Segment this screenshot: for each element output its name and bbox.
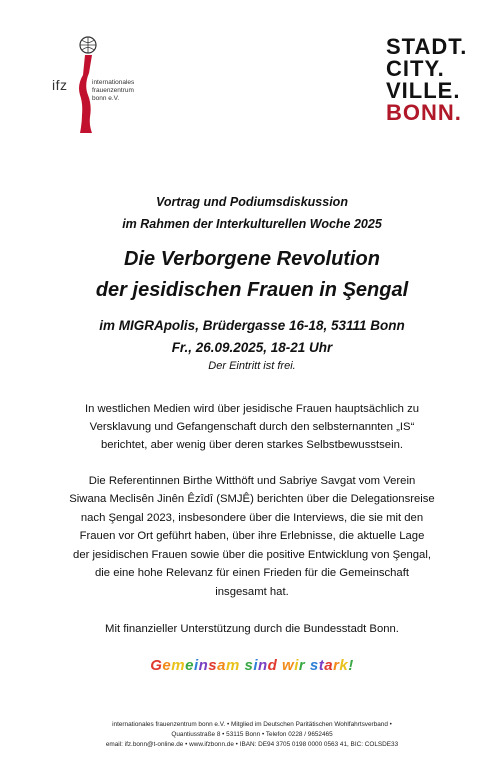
logo-line-bonn: BONN. <box>386 100 462 125</box>
footer-line-3: email: ifz.bonn@t-online.de • www.ifzbonn.de • IBAN: DE94 3705 0198 0000 0563 41, BIC: COLSDE33 <box>105 741 399 748</box>
ifz-subtitle-3: bonn e.V. <box>92 95 120 102</box>
logo-line-stadt: STADT. <box>386 34 468 59</box>
slogan-word: Gemeinsam <box>150 657 240 674</box>
logo-line-city: CITY. <box>386 56 445 81</box>
ifz-subtitle-2: frauenzentrum <box>92 87 134 94</box>
intro-line-2: im Rahmen der Interkulturellen Woche 2025 <box>122 217 382 231</box>
slogan-word: stark! <box>309 657 354 674</box>
slogan-word: sind <box>244 657 278 674</box>
stadt-bonn-logo <box>386 36 486 124</box>
ifz-letters: ifz <box>52 77 68 93</box>
intro-line-1: Vortrag und Podiumsdiskussion <box>156 195 348 209</box>
ifz-subtitle-1: internationales <box>92 79 135 86</box>
funding-note: Mit finanzieller Unterstützung durch die Bundesstadt Bonn. <box>105 623 399 635</box>
para2-line-4: Frauen vor Ort geführt haben, über ihre Erlebnisse, die aktuelle Lage <box>79 530 425 542</box>
title-line-1: Die Verborgene Revolution <box>124 248 380 270</box>
ifz-logo <box>52 33 162 135</box>
para2-line-7: insgesamt hat. <box>215 586 289 598</box>
para2-line-6: die eine hohe Relevanz für einen Frieden für die Gemeinschaft <box>95 567 409 579</box>
para2-line-2: Siwana Meclisên Jinên Êzîdî (SMJÊ) berichten über die Delegationsreise <box>69 493 435 505</box>
footer-line-1: internationales frauenzentrum bonn e.V. • Mitglied im Deutschen Paritätischen Wohlfahrtsverband • <box>112 721 392 728</box>
slogan <box>0 657 504 674</box>
venue: im MIGRApolis, Brüdergasse 16-18, 53111 Bonn <box>99 318 405 333</box>
para1-line-3: berichtet, aber wenig über deren starkes Selbstbewusstsein. <box>100 439 404 451</box>
para2-line-5: der jesidischen Frauen sowie über die positive Entwicklung von Şengal, <box>73 549 431 561</box>
para2-line-1: Die Referentinnen Birthe Witthöft und Sabriye Savgat vom Verein <box>88 475 416 487</box>
para1-line-1: In westlichen Medien wird über jesidische Frauen hauptsächlich zu <box>84 403 420 415</box>
para2-line-3: nach Şengal 2023, insbesondere über die Interviews, die sie mit den <box>80 512 424 524</box>
datetime: Fr., 26.09.2025, 18-21 Uhr <box>171 340 333 355</box>
admission-note: Der Eintritt ist frei. <box>208 360 296 372</box>
slogan-word: wir <box>282 657 306 674</box>
logo-line-ville: VILLE. <box>386 78 461 103</box>
title-line-2: der jesidischen Frauen in Şengal <box>95 279 409 301</box>
para1-line-2: Versklavung und Gefangenschaft durch den selbsternannten „IS“ <box>89 421 415 433</box>
footer-line-2: Quantiusstraße 8 • 53115 Bonn • Telefon 0228 / 9652465 <box>171 731 333 738</box>
